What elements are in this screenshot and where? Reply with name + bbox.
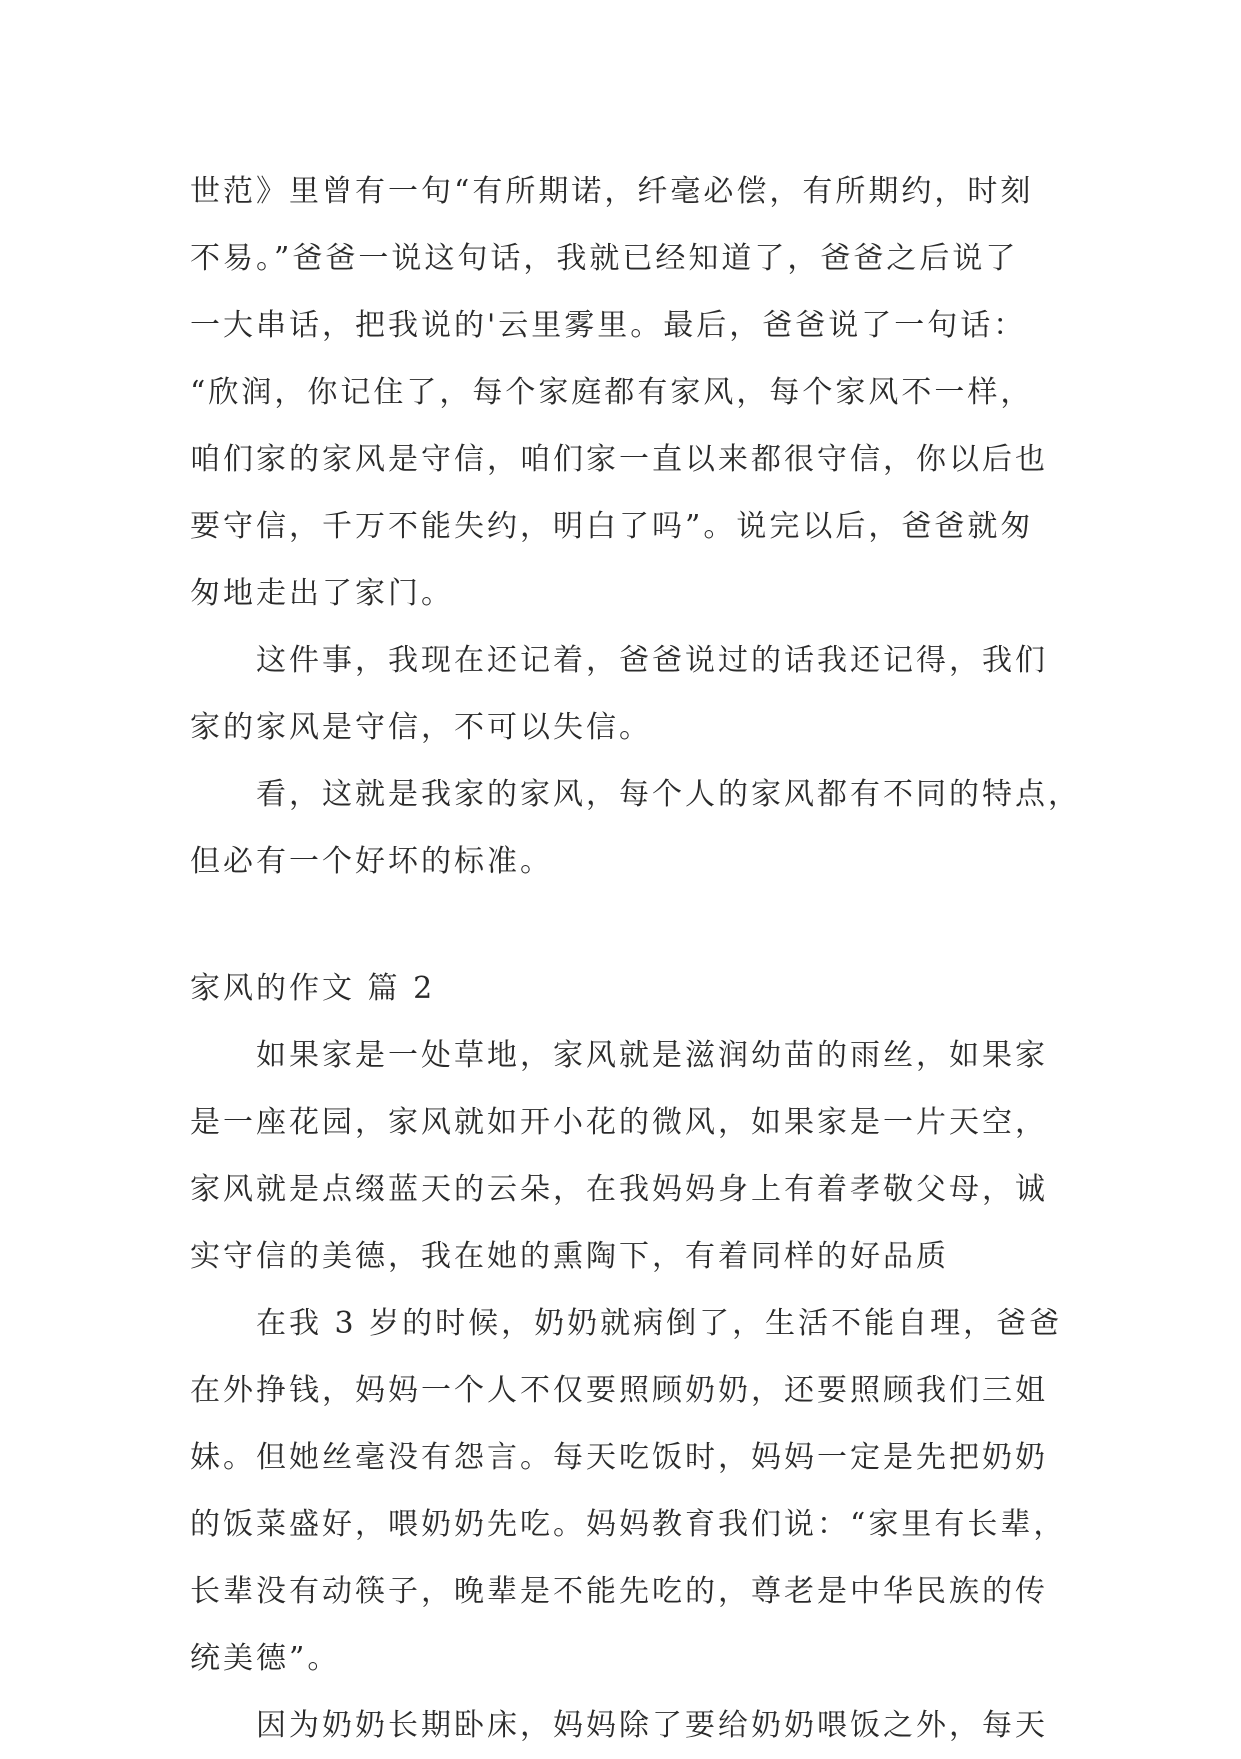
text-line: 咱们家的家风是守信，咱们家一直以来都很守信，你以后也 bbox=[190, 442, 1048, 477]
paragraph bbox=[190, 627, 1060, 761]
paragraph bbox=[190, 761, 1081, 895]
text-line: 的饭菜盛好，喂奶奶先吃。妈妈教育我们说：“家里有长辈， bbox=[190, 1507, 1067, 1542]
text-line: 不易。”爸爸一说这句话，我就已经知道了，爸爸之后说了 bbox=[190, 241, 1019, 276]
paragraph bbox=[190, 1290, 1067, 1692]
paragraph bbox=[190, 1022, 1060, 1290]
text-line: 在我 3 岁的时候，奶奶就病倒了，生活不能自理，爸爸 bbox=[256, 1306, 1063, 1341]
text-line: 在外挣钱，妈妈一个人不仅要照顾奶奶，还要照顾我们三姐 bbox=[190, 1373, 1048, 1408]
text-line: 一大串话，把我说的'云里雾里。最后，爸爸说了一句话： bbox=[190, 308, 1027, 343]
text-line: 但必有一个好坏的标准。 bbox=[190, 844, 553, 879]
section-title: 家风的作文 篇 2 bbox=[190, 971, 436, 1006]
text-line: 实守信的美德，我在她的熏陶下，有着同样的好品质 bbox=[190, 1239, 949, 1274]
text-line: 家风就是点缀蓝天的云朵，在我妈妈身上有着孝敬父母，诚 bbox=[190, 1172, 1048, 1207]
text-line: 妹。但她丝毫没有怨言。每天吃饭时，妈妈一定是先把奶奶 bbox=[190, 1440, 1048, 1475]
text-line: 如果家是一处草地，家风就是滋润幼苗的雨丝，如果家 bbox=[256, 1038, 1048, 1073]
paragraph bbox=[190, 1692, 1060, 1759]
text-line: 是一座花园，家风就如开小花的微风，如果家是一片天空， bbox=[190, 1105, 1048, 1140]
text-line: 看，这就是我家的家风，每个人的家风都有不同的特点， bbox=[256, 777, 1081, 812]
text-line: 这件事，我现在还记着，爸爸说过的话我还记得，我们 bbox=[256, 643, 1048, 678]
text-line: 因为奶奶长期卧床，妈妈除了要给奶奶喂饭之外，每天 bbox=[256, 1708, 1048, 1743]
paragraph-continuation bbox=[190, 158, 1060, 627]
text-line: 统美德”。 bbox=[190, 1641, 341, 1676]
text-line: 要守信，千万不能失约，明白了吗”。说完以后，爸爸就匆 bbox=[190, 509, 1034, 544]
text-line: 家的家风是守信，不可以失信。 bbox=[190, 710, 652, 745]
document-body bbox=[190, 158, 1081, 1759]
text-line: “欣润，你记住了，每个家庭都有家风，每个家风不一样， bbox=[190, 375, 1034, 410]
text-line: 世范》里曾有一句“有所期诺，纤毫必偿，有所期约，时刻 bbox=[190, 174, 1034, 209]
text-line: 匆地走出了家门。 bbox=[190, 576, 454, 611]
text-line: 长辈没有动筷子，晚辈是不能先吃的，尊老是中华民族的传 bbox=[190, 1574, 1048, 1609]
